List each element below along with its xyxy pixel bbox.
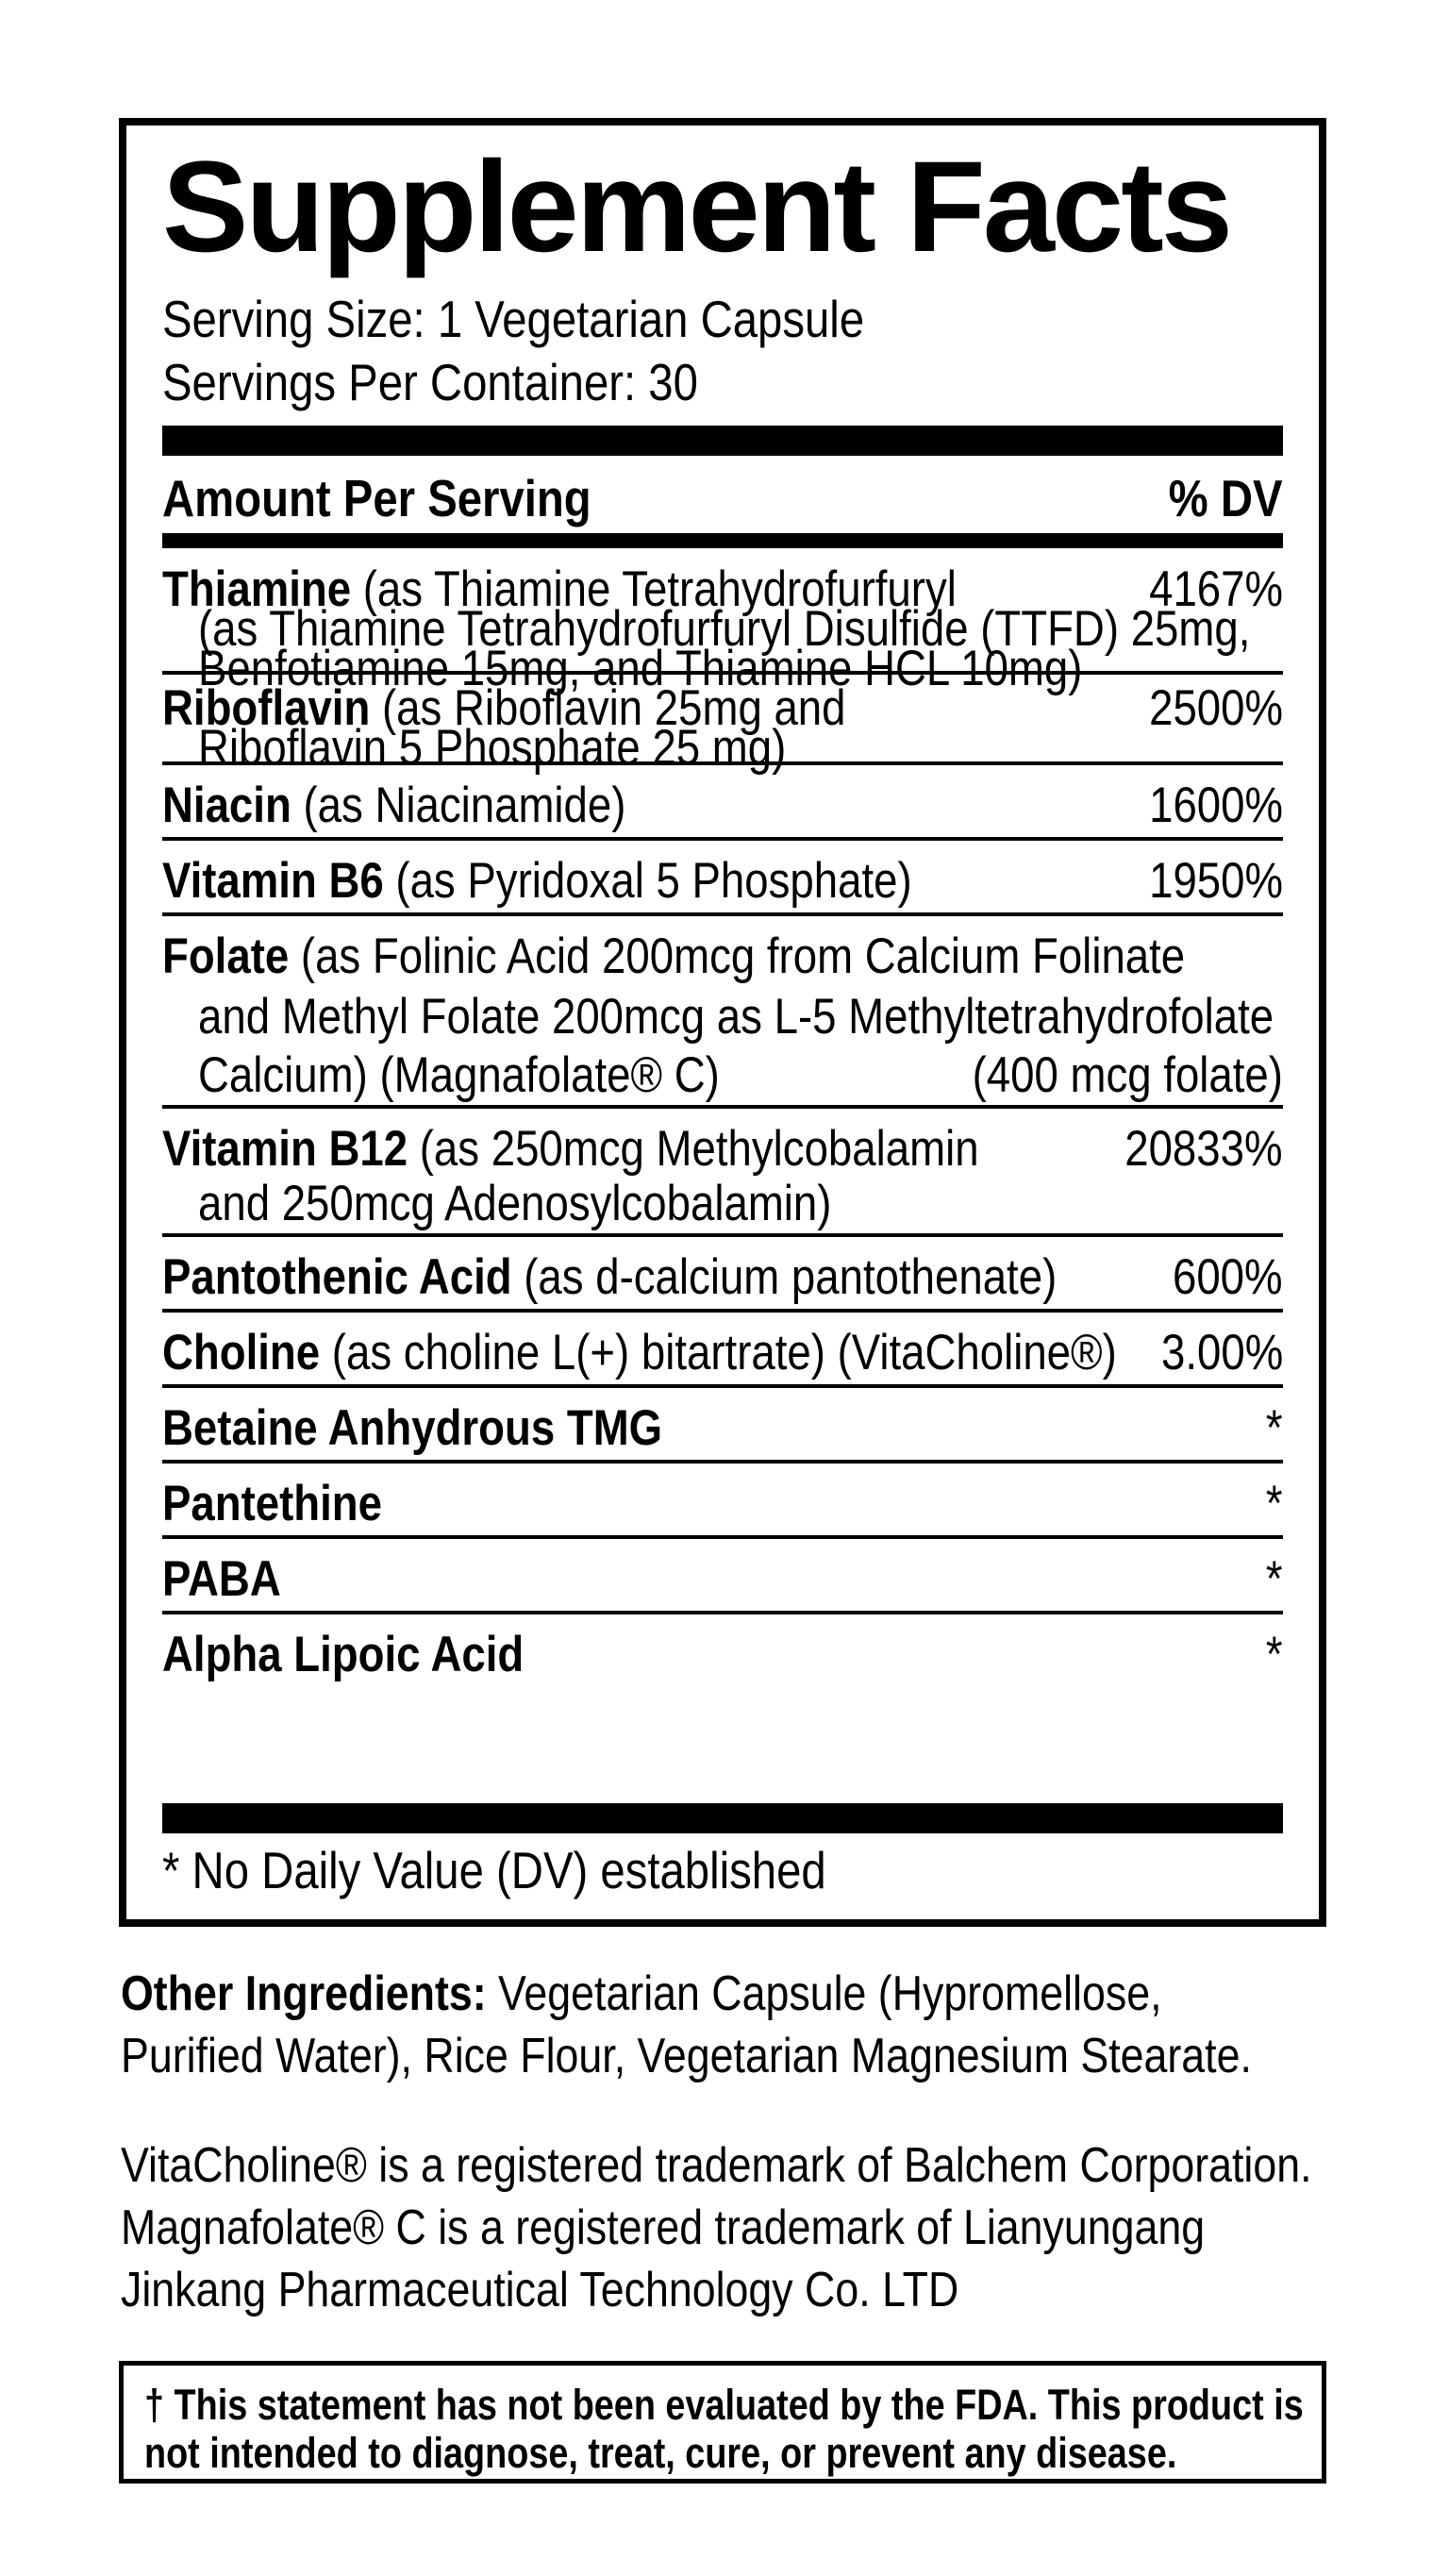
nutrient-name: Folate — [162, 928, 290, 984]
nutrient-name: Thiamine — [162, 561, 352, 617]
other-ingredients-line — [121, 1963, 1252, 2025]
fda-line: not intended to diagnose, treat, cure, or prevent any disease. — [144, 2429, 1177, 2477]
nutrient-row-riboflavin — [162, 675, 1283, 776]
nutrient-row-choline — [162, 1313, 1283, 1388]
nutrient-name: Pantethine — [162, 1476, 383, 1531]
nutrient-dv: * — [1266, 1400, 1283, 1456]
nutrient-name: Riboflavin — [162, 680, 371, 736]
supplement-facts-panel — [119, 118, 1326, 1927]
row-line — [162, 1476, 383, 1531]
nutrient-desc: (as Riboflavin 25mg and — [370, 680, 846, 736]
nutrient-dv: 2500% — [1149, 680, 1283, 736]
nutrient-row-alpha-lipoic-acid — [162, 1614, 1283, 1690]
amount-header — [162, 467, 1283, 529]
nutrient-row-pantethine — [162, 1464, 1283, 1539]
nutrient-desc: (as Thiamine Tetrahydrofurfuryl — [351, 561, 957, 617]
row-line: Calcium) (Magnafolate® C) — [198, 1047, 720, 1103]
row-line: and 250mcg Adenosylcobalamin) — [198, 1176, 832, 1231]
row-line — [162, 778, 626, 833]
nutrient-desc: (as 250mcg Methylcobalamin — [408, 1121, 979, 1177]
trademark-line: VitaCholine® is a registered trademark of Balchem Corporation. — [121, 2138, 1312, 2193]
nutrient-row-pantothenic-acid — [162, 1237, 1283, 1313]
row-line — [162, 1627, 525, 1682]
nutrient-desc: (as Niacinamide) — [291, 778, 626, 833]
panel-title: Supplement Facts — [162, 135, 1230, 279]
nutrient-table — [162, 548, 1283, 1690]
trademark-line: Magnafolate® C is a registered trademark of Lianyungang — [121, 2200, 1206, 2255]
row-line — [162, 1400, 663, 1456]
row-line: Riboflavin 5 Phosphate 25 mg) — [198, 720, 787, 776]
trademark-line: Jinkang Pharmaceutical Technology Co. LTD — [121, 2263, 959, 2317]
fda-disclaimer-box — [119, 2361, 1326, 2484]
fda-line: † This statement has not been evaluated by the FDA. This product is — [144, 2381, 1304, 2429]
nutrient-name: Niacin — [162, 778, 291, 833]
nutrient-desc: (as Pyridoxal 5 Phosphate) — [383, 853, 912, 909]
nutrient-desc: (as d-calcium pantothenate) — [511, 1249, 1058, 1305]
amount-per-serving-label: Amount Per Serving — [162, 469, 591, 527]
nutrient-dv: * — [1266, 1476, 1283, 1531]
row-line — [162, 1551, 281, 1607]
other-ingredients-text: Vegetarian Capsule (Hypromellose, — [486, 1966, 1162, 2021]
trademark-notices — [121, 2134, 1312, 2321]
row-line: (as Thiamine Tetrahydrofurfuryl Disulfide (TTFD) 25mg, — [198, 601, 1251, 657]
nutrient-desc: (as choline L(+) bitartrate) (VitaCholine®) — [320, 1325, 1117, 1380]
nutrient-name: Vitamin B12 — [162, 1121, 408, 1177]
nutrient-row-vitamin-b12 — [162, 1109, 1283, 1237]
no-dv-footnote: * No Daily Value (DV) established — [162, 1841, 826, 1899]
other-ingredients-label: Other Ingredients: — [121, 1966, 487, 2021]
nutrient-name: PABA — [162, 1551, 281, 1607]
nutrient-dv: 600% — [1173, 1249, 1283, 1305]
nutrient-dv: 1600% — [1149, 778, 1283, 833]
fda-disclaimer-text — [144, 2381, 1304, 2477]
nutrient-row-vitamin-b6 — [162, 841, 1283, 916]
row-line: and Methyl Folate 200mcg as L-5 Methyltetrahydrofolate — [198, 989, 1274, 1045]
nutrient-row-folate — [162, 916, 1283, 1109]
nutrient-desc: (as Folinic Acid 200mcg from Calcium Folinate — [289, 928, 1186, 984]
nutrient-dv: * — [1266, 1627, 1283, 1682]
nutrient-name: Choline — [162, 1325, 321, 1380]
nutrient-dv: 4167% — [1149, 561, 1283, 617]
servings-per-container: Servings Per Container: 30 — [162, 353, 698, 411]
nutrient-row-niacin — [162, 765, 1283, 841]
nutrient-name: Alpha Lipoic Acid — [162, 1627, 525, 1682]
nutrient-dv: 3.00% — [1160, 1325, 1283, 1380]
row-line — [162, 928, 1186, 984]
nutrient-dv: 20833% — [1124, 1121, 1283, 1177]
other-ingredients-line: Purified Water), Rice Flour, Vegetarian Magnesium Stearate. — [121, 2029, 1252, 2083]
nutrient-dv: (400 mcg folate) — [972, 1047, 1283, 1103]
nutrient-dv: * — [1266, 1551, 1283, 1607]
row-line — [162, 1121, 979, 1177]
row-line — [162, 1249, 1058, 1305]
row-line: Benfotiamine 15mg, and Thiamine HCL 10mg) — [198, 641, 1083, 696]
nutrient-name: Vitamin B6 — [162, 853, 384, 909]
nutrient-row-betaine — [162, 1388, 1283, 1464]
row-line — [162, 1325, 1117, 1380]
thick-rule-bottom — [162, 1803, 1283, 1833]
nutrient-row-thiamine — [162, 548, 1283, 696]
row-line — [162, 853, 912, 909]
thick-rule-top — [162, 426, 1283, 456]
dv-column-label: % DV — [1169, 469, 1283, 527]
other-ingredients — [121, 1963, 1252, 2087]
nutrient-name: Pantothenic Acid — [162, 1249, 512, 1305]
nutrient-dv: 1950% — [1149, 853, 1283, 909]
medium-rule — [162, 533, 1283, 548]
nutrient-row-paba — [162, 1539, 1283, 1614]
serving-size: Serving Size: 1 Vegetarian Capsule — [162, 290, 865, 348]
nutrient-name: Betaine Anhydrous TMG — [162, 1400, 663, 1456]
